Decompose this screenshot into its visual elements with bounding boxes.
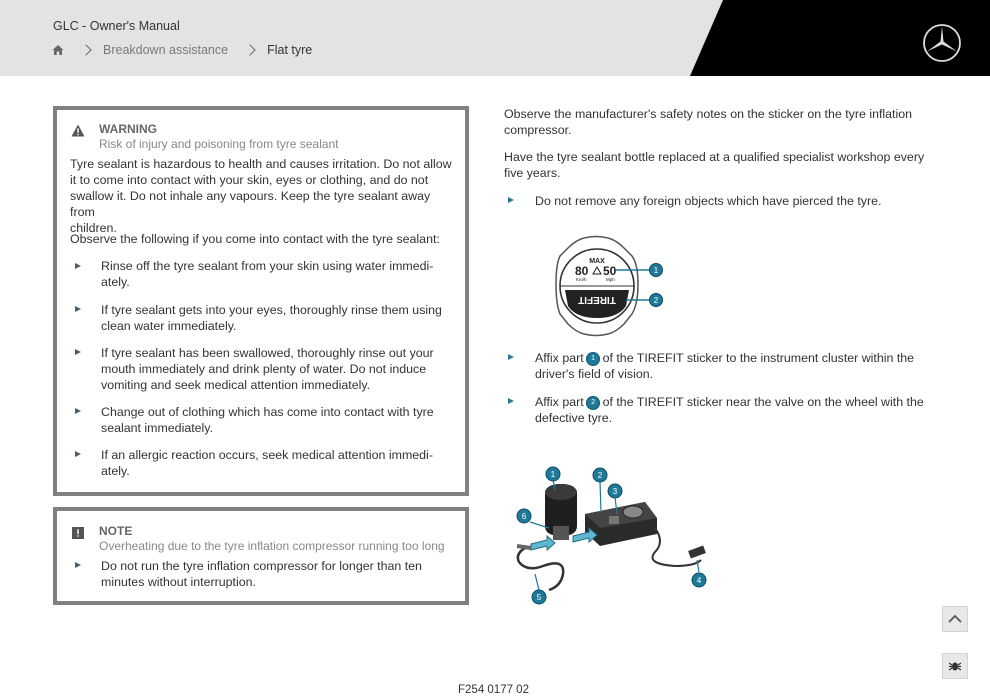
breadcrumb: [52, 42, 312, 58]
foreign-objects-instruction: Do not remove any foreign objects which have pierced the tyre.: [535, 194, 882, 208]
mercedes-star-logo[interactable]: [922, 23, 962, 63]
warning-bullet: If an allergic reaction occurs, seek medical attention immedi- ately.: [101, 448, 433, 478]
bullet-arrow-icon: [75, 306, 81, 312]
warning-subtitle: Risk of injury and poisoning from tyre sealant: [99, 137, 339, 151]
home-icon[interactable]: [52, 44, 64, 56]
bullet-arrow-icon: [75, 349, 81, 355]
kit-callout-4-label: 4: [696, 576, 702, 585]
figure-code: F254 0177 02: [458, 684, 529, 696]
kit-callout-1-label: 1: [550, 470, 556, 479]
warning-title: WARNING: [99, 122, 157, 136]
breadcrumb-item-breakdown[interactable]: Breakdown assistance: [103, 43, 229, 57]
note-bullet: Do not run the tyre inflation compressor for longer than ten minutes without interruption.: [101, 559, 422, 589]
tyre-repair-kit-illustration: [505, 462, 715, 608]
kit-callout-2-label: 2: [597, 471, 603, 480]
scroll-to-top-button[interactable]: [942, 606, 968, 632]
sticker-tirefit-brand: TIREFIT: [578, 294, 616, 305]
bullet-arrow-icon: [75, 408, 81, 414]
sealant-replacement-paragraph: Have the tyre sealant bottle replaced at a qualified specialist workshop every five years.: [504, 150, 925, 180]
part-2-badge: 2: [587, 397, 599, 409]
doc-title: GLC - Owner's Manual: [53, 19, 180, 33]
callout-2-label: 2: [653, 296, 659, 305]
warning-body: Tyre sealant is hazardous to health and causes irritation. Do not allow it to come into contact with your skin, eyes or clothing, and do not swallow it. Do not inhale any vapours. Keep the tyre sealant away from children.: [70, 157, 452, 235]
kit-callout-5-label: 5: [536, 593, 542, 602]
warning-bullet: Rinse off the tyre sealant from your skin using water immedi- ately.: [101, 259, 434, 289]
affix-part-2-instruction: Affix part 2 of the TIREFIT sticker near the valve on the wheel with the defective tyre.: [535, 395, 924, 425]
bullet-arrow-icon: [75, 562, 81, 568]
sticker-max-label: MAX: [589, 258, 605, 265]
note-box: [53, 507, 469, 605]
tirefit-sticker-illustration: [554, 234, 669, 338]
callout-1-label: 1: [653, 266, 659, 275]
bullet-arrow-icon: [508, 354, 514, 360]
warning-bullet: If tyre sealant has been swallowed, thoroughly rinse out your mouth immediately and drink plenty of water. Do not induce vomiting and seek medical attention immediately.: [101, 346, 434, 392]
sticker-unit-kmh: Km/h: [576, 277, 587, 282]
warning-triangle-icon: [71, 124, 85, 137]
chevron-right-icon: [80, 44, 91, 55]
kit-callout-3-label: 3: [612, 487, 618, 496]
note-title: NOTE: [99, 524, 133, 538]
warning-intro: Observe the following if you come into contact with the tyre sealant:: [70, 232, 440, 246]
breadcrumb-item-current: Flat tyre: [267, 43, 313, 57]
bullet-arrow-icon: [508, 197, 514, 203]
bullet-arrow-icon: [75, 451, 81, 457]
warning-bullet: If tyre sealant gets into your eyes, thoroughly rinse them using clean water immediately.: [101, 303, 442, 333]
warning-bullet: Change out of clothing which has come into contact with tyre sealant immediately.: [101, 405, 434, 435]
note-exclamation-icon: [72, 527, 84, 539]
bullet-arrow-icon: [508, 398, 514, 404]
bug-report-button[interactable]: [942, 653, 968, 679]
bug-icon: [947, 660, 963, 672]
chevron-up-icon: [948, 614, 962, 624]
chevron-right-icon: [244, 44, 255, 55]
safety-notes-paragraph: Observe the manufacturer's safety notes on the sticker on the tyre inflation compressor.: [504, 107, 913, 137]
bullet-arrow-icon: [75, 263, 81, 269]
sticker-speed-kmh: 80: [575, 264, 589, 278]
part-1-badge: 1: [587, 353, 599, 365]
affix-part-1-instruction: Affix part 1 of the TIREFIT sticker to the instrument cluster within the driver's field of vision.: [535, 351, 915, 381]
sticker-speed-mph: 50: [603, 264, 617, 278]
sticker-unit-mph: Mph: [606, 277, 615, 282]
note-subtitle: Overheating due to the tyre inflation compressor running too long: [99, 539, 445, 553]
kit-callout-6-label: 6: [521, 512, 527, 521]
